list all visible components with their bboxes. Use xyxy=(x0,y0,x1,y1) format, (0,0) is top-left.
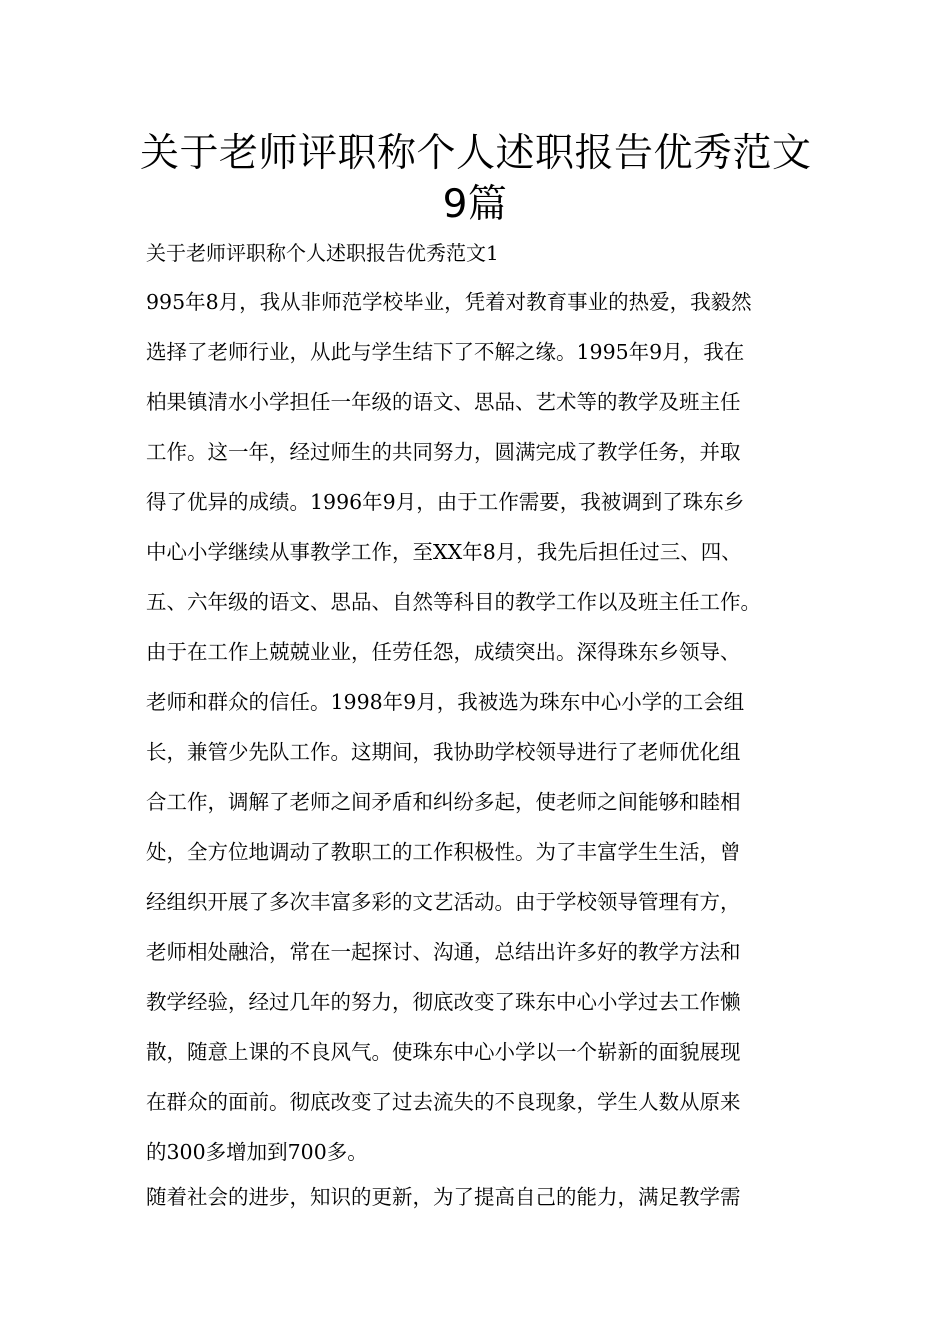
paragraph-line: 合工作，调解了老师之间矛盾和纠纷多起，使老师之间能够和睦相 xyxy=(146,790,741,814)
paragraph-2 xyxy=(146,1172,818,1222)
paragraph-line: 老师相处融洽，常在一起探讨、沟通，总结出许多好的教学方法和 xyxy=(146,940,741,964)
paragraph-line: 随着社会的进步，知识的更新，为了提高自己的能力，满足教学需 xyxy=(146,1185,741,1209)
paragraph-line: 选择了老师行业，从此与学生结下了不解之缘。1995年9月，我在 xyxy=(146,340,745,364)
paragraph-line: 的300多增加到700多。 xyxy=(146,1140,368,1164)
paragraph-line: 995年8月，我从非师范学校毕业，凭着对教育事业的热爱，我毅然 xyxy=(146,290,752,314)
paragraph-line: 得了优异的成绩。1996年9月，由于工作需要，我被调到了珠东乡 xyxy=(146,490,745,514)
paragraph-line: 经组织开展了多次丰富多彩的文艺活动。由于学校领导管理有方， xyxy=(146,890,741,914)
paragraph-line: 教学经验，经过几年的努力，彻底改变了珠东中心小学过去工作懒 xyxy=(146,990,741,1014)
paragraph-line: 中心小学继续从事教学工作，至XX年8月，我先后担任过三、四、 xyxy=(146,540,742,564)
paragraph-line: 散，随意上课的不良风气。使珠东中心小学以一个崭新的面貌展现 xyxy=(146,1040,741,1064)
title-line-2: 9篇 xyxy=(442,182,508,227)
paragraph-line: 在群众的面前。彻底改变了过去流失的不良现象，学生人数从原来 xyxy=(146,1090,741,1114)
paragraph-line: 五、六年级的语文、思品、自然等科目的教学工作以及班主任工作。 xyxy=(146,590,761,614)
title-line-1: 关于老师评职称个人述职报告优秀范文 xyxy=(140,131,812,176)
paragraph-line: 工作。这一年，经过师生的共同努力，圆满完成了教学任务，并取 xyxy=(146,440,741,464)
paragraph-line: 柏果镇清水小学担任一年级的语文、思品、艺术等的教学及班主任 xyxy=(146,390,741,414)
section-heading: 关于老师评职称个人述职报告优秀范文1 xyxy=(146,241,499,265)
paragraph-line: 老师和群众的信任。1998年9月，我被选为珠东中心小学的工会组 xyxy=(146,690,745,714)
document-title xyxy=(140,128,810,230)
paragraph-1 xyxy=(146,277,818,1177)
paragraph-line: 长，兼管少先队工作。这期间，我协助学校领导进行了老师优化组 xyxy=(146,740,741,764)
paragraph-line: 处，全方位地调动了教职工的工作积极性。为了丰富学生生活，曾 xyxy=(146,840,741,864)
paragraph-line: 由于在工作上兢兢业业，任劳任怨，成绩突出。深得珠东乡领导、 xyxy=(146,640,741,664)
